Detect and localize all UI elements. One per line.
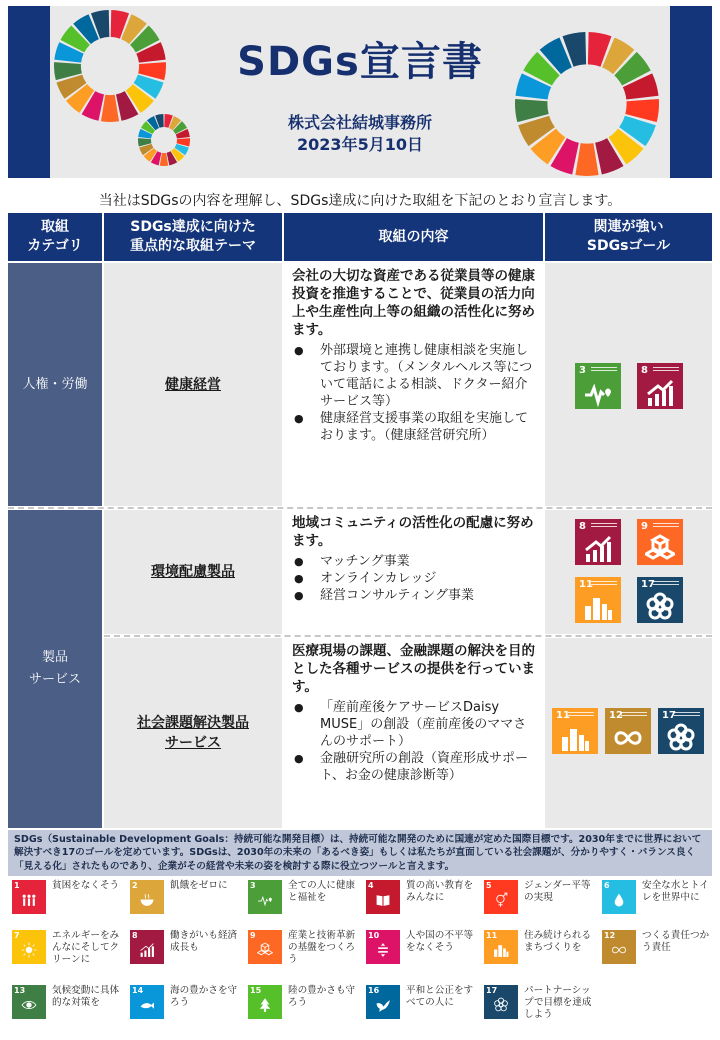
goal-label: 働きがいも経済成長も bbox=[170, 930, 238, 953]
goal-label: 平和と公正をすべての人に bbox=[406, 985, 474, 1008]
header-theme: SDGs達成に向けた 重点的な取組テーマ bbox=[104, 213, 282, 261]
goal-label: 安全な水とトイレを世界中に bbox=[642, 880, 709, 903]
list-item: ● 外部環境と連携し健康相談を実施しております。（メンタルヘルス等について電話による相談、ドクター紹介サービス等） bbox=[292, 342, 535, 410]
goal-badge-17 bbox=[658, 708, 704, 754]
row-divider bbox=[8, 507, 712, 509]
row-divider bbox=[104, 635, 712, 637]
goal-square: 4 bbox=[366, 880, 400, 914]
legend-item-goal-5 bbox=[484, 880, 600, 920]
header-content: 取組の内容 bbox=[284, 213, 543, 261]
legend-item-goal-15 bbox=[248, 985, 364, 1025]
goal-square: 12 bbox=[602, 930, 636, 964]
goals-cell bbox=[545, 510, 712, 634]
theme-cell: 環境配慮製品 bbox=[104, 510, 282, 634]
theme-cell: 社会課題解決製品 サービス bbox=[104, 638, 282, 828]
goal-square: 2 bbox=[130, 880, 164, 914]
goal-square: 11 bbox=[484, 930, 518, 964]
content-bullets bbox=[292, 342, 535, 444]
goal-square: 9 bbox=[248, 930, 282, 964]
goal-title-lines bbox=[674, 712, 700, 716]
bowl-icon bbox=[139, 892, 155, 908]
goal-square: 14 bbox=[130, 985, 164, 1019]
goal-title-lines bbox=[568, 712, 594, 716]
declaration-date: 2023年5月10日 bbox=[297, 135, 423, 154]
goal-badge-11 bbox=[552, 708, 598, 754]
goal-badge-17 bbox=[637, 577, 683, 623]
goal-square: 5 bbox=[484, 880, 518, 914]
fish-icon bbox=[139, 997, 155, 1013]
legend-item-goal-7 bbox=[12, 930, 128, 970]
goal-label: 質の高い教育をみんなに bbox=[406, 880, 474, 903]
content-bullets bbox=[292, 699, 535, 784]
city-icon bbox=[493, 942, 509, 958]
equal-icon bbox=[375, 942, 391, 958]
cubes-icon bbox=[257, 942, 273, 958]
list-item: ● 経営コンサルティング事業 bbox=[292, 587, 535, 604]
legend-item-goal-6 bbox=[602, 880, 718, 920]
theme-cell: 健康経営 bbox=[104, 263, 282, 506]
goal-square: 17 bbox=[484, 985, 518, 1019]
legend-item-goal-16 bbox=[366, 985, 482, 1025]
legend-item-goal-10 bbox=[366, 930, 482, 970]
goal-square: 13 bbox=[12, 985, 46, 1019]
list-item: ● 健康経営支援事業の取組を実施しております。（健康経営研究所） bbox=[292, 410, 535, 444]
goal-label: 陸の豊かさも守ろう bbox=[288, 985, 356, 1008]
category-cell: 人権・労働 bbox=[8, 263, 102, 506]
content-cell bbox=[284, 510, 543, 634]
goal-title-lines bbox=[591, 367, 617, 371]
goal-square: 16 bbox=[366, 985, 400, 1019]
goal-label: 人や国の不平等をなくそう bbox=[406, 930, 474, 953]
goal-label: 貧困をなくそう bbox=[52, 880, 120, 891]
content-lead: 医療現場の課題、金融課題の解決を目的とした各種サービスの提供を行っています。 bbox=[292, 643, 535, 695]
goals-cell bbox=[545, 638, 712, 828]
sun-icon bbox=[21, 942, 37, 958]
legend-item-goal-17 bbox=[484, 985, 600, 1025]
goal-badge-12 bbox=[605, 708, 651, 754]
goal-badge-9 bbox=[637, 519, 683, 565]
company-name: 株式会社結城事務所 bbox=[287, 113, 432, 132]
legend-item-goal-14 bbox=[130, 985, 246, 1025]
goal-title-lines bbox=[621, 712, 647, 716]
goal-square: 7 bbox=[12, 930, 46, 964]
goal-label: 住み続けられるまちづくりを bbox=[524, 930, 592, 953]
legend-item-goal-9 bbox=[248, 930, 364, 970]
list-item: ● マッチング事業 bbox=[292, 553, 535, 570]
list-item: ● 金融研究所の創設（資産形成サポート、お金の健康診断等） bbox=[292, 750, 535, 784]
goal-number: 8 bbox=[641, 365, 648, 376]
goal-label: エネルギーをみんなにそしてクリーンに bbox=[52, 930, 120, 965]
list-item: ● オンラインカレッジ bbox=[292, 570, 535, 587]
content-lead: 地域コミュニティの活性化の配慮に努めます。 bbox=[292, 515, 534, 549]
goal-badge-8 bbox=[637, 363, 683, 409]
goal-square: 10 bbox=[366, 930, 400, 964]
legend-item-goal-4 bbox=[366, 880, 482, 920]
legend-item-goal-2 bbox=[130, 880, 246, 920]
book-icon bbox=[375, 892, 391, 908]
goal-label: 気候変動に具体的な対策を bbox=[52, 985, 120, 1008]
legend-item-goal-1 bbox=[12, 880, 128, 920]
eye-globe-icon bbox=[21, 997, 37, 1013]
legend-item-goal-11 bbox=[484, 930, 600, 970]
goal-title-lines bbox=[653, 523, 679, 527]
gender-icon bbox=[493, 892, 509, 908]
dove-icon bbox=[375, 997, 391, 1013]
goal-square: 8 bbox=[130, 930, 164, 964]
goal-number: 3 bbox=[579, 365, 586, 376]
content-cell bbox=[284, 263, 543, 506]
legend-item-goal-3 bbox=[248, 880, 364, 920]
growth-icon bbox=[139, 942, 155, 958]
water-icon bbox=[611, 892, 627, 908]
header-goals: 関連が強い SDGsゴール bbox=[545, 213, 712, 261]
goal-label: ジェンダー平等の実現 bbox=[524, 880, 591, 903]
goal-label: 産業と技術革新の基盤をつくろう bbox=[288, 930, 356, 965]
goal-number: 17 bbox=[641, 579, 655, 590]
goal-badge-8 bbox=[575, 519, 621, 565]
goal-label: 全ての人に健康と福祉を bbox=[288, 880, 356, 903]
goal-label: つくる責任つかう責任 bbox=[642, 930, 710, 953]
goal-number: 12 bbox=[609, 710, 623, 721]
goal-number: 11 bbox=[556, 710, 570, 721]
goals-cell bbox=[545, 263, 712, 506]
goal-number: 8 bbox=[579, 521, 586, 532]
sdgs-footnote: SDGs（Sustainable Development Goals：持続可能な開発目標）は、持続可能な開発のために国連が定めた国際目標です。2030年までに世界において解決すべき17のゴールを定めています。SDGsは、2030年の未来の「あるべき姿」もしくは私たちが直面している社会課題が、分かりやすく・バランス良く「見える化」されたものであり、企業がその経営や未来の姿を検討する際に役立つツールと言えます。 bbox=[8, 830, 712, 876]
people-icon bbox=[21, 892, 37, 908]
legend-item-goal-12 bbox=[602, 930, 718, 970]
page-title: SDGs宣言書 bbox=[237, 39, 483, 85]
heartbeat-icon bbox=[257, 892, 273, 908]
goal-number: 17 bbox=[662, 710, 676, 721]
goal-title-lines bbox=[653, 581, 679, 585]
goal-title-lines bbox=[591, 523, 617, 527]
goal-label: パートナーシップで目標を達成しよう bbox=[524, 985, 592, 1020]
list-item: ● 「産前産後ケアサービスDaisy MUSE」の創設（産前産後のママさんのサポート） bbox=[292, 699, 535, 750]
goal-square: 1 bbox=[12, 880, 46, 914]
infinity-icon bbox=[611, 942, 627, 958]
goal-label: 飢餓をゼロに bbox=[170, 880, 228, 891]
goal-square: 15 bbox=[248, 985, 282, 1019]
goal-square: 3 bbox=[248, 880, 282, 914]
goal-title-lines bbox=[653, 367, 679, 371]
header-category: 取組 カテゴリ bbox=[8, 213, 102, 261]
content-cell bbox=[284, 638, 543, 828]
header-banner bbox=[8, 6, 712, 178]
legend-item-goal-13 bbox=[12, 985, 128, 1025]
goal-number: 9 bbox=[641, 521, 648, 532]
intro-text: 当社はSDGsの内容を理解し、SDGs達成に向けた取組を下記のとおり宣言します。 bbox=[98, 193, 622, 209]
goal-title-lines bbox=[591, 581, 617, 585]
flower-icon bbox=[493, 997, 509, 1013]
goal-square: 6 bbox=[602, 880, 636, 914]
legend-item-goal-8 bbox=[130, 930, 246, 970]
content-bullets bbox=[292, 553, 535, 604]
content-lead: 会社の大切な資産である従業員等の健康投資を推進することで、従業員の活力向上や生産性向上等の組織の活性化に努めます。 bbox=[292, 268, 535, 338]
goal-badge-11 bbox=[575, 577, 621, 623]
goal-number: 11 bbox=[579, 579, 593, 590]
goal-badge-3 bbox=[575, 363, 621, 409]
category-cell: 製品 サービス bbox=[8, 510, 102, 828]
tree-icon bbox=[257, 997, 273, 1013]
goal-label: 海の豊かさを守ろう bbox=[170, 985, 238, 1008]
